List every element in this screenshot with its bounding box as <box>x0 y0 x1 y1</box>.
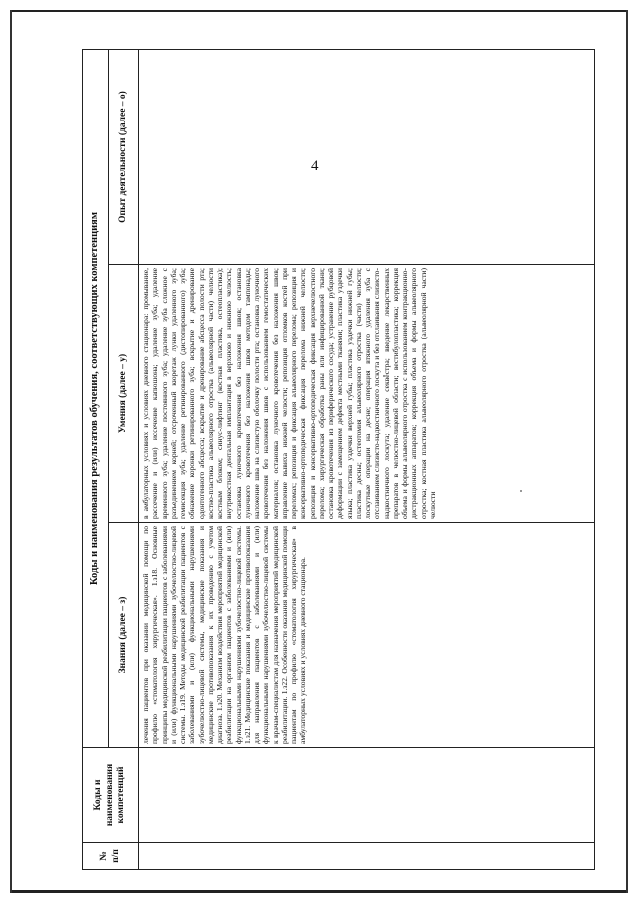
scan-border-right <box>626 10 628 893</box>
scan-border-left <box>10 10 12 893</box>
cell-codes <box>139 748 595 843</box>
cell-knowledge: лечения пациентов при оказании медицинской помощи по профилю «стоматология хирургическая». 1.з18. Основные принципы медицинской реабилитации пациентов с заболеваниями и (или) функциональными нарушениями зубочелюстно-лицевой системы. 1.з19. Методы медицинской реабилитации пациентов с заболеваниями и (или) функциональными нарушениями зубочелюстно-лицевой системы, медицинские показания и медицинские противопоказания к их проведению с учетом диагноза. 1.з20. Механизм воздействия мероприятий медицинской реабилитации на организм пациентов с заболеваниями и (или) функциональными нарушениями зубочелюстно-лицевой системы. 1.з21. Медицинские показания и медицинские противопоказания для направления пациентов с заболеваниями и (или) функциональными нарушениями зубочелюстно-лицевой системы к врачам-специалистам для назначения мероприятий медицинской реабилитации. 1.з22. Особенности оказания медицинской помощи пациентам по профилю «стоматология хирургическая» в амбулаторных условиях и условиях дневного стационара. <box>139 523 595 748</box>
rotated-table-container <box>82 50 595 870</box>
cell-skills: в амбулаторных условиях и условиях дневного стационара: промывание, рассечение и (или) иссечение капюшона; удаление зуба; удаление временного зуба; удаление постоянного зуба; удаление зуба сложное с разъединением корней; отсроченный кюретаж лунки удаленного зуба; гемисекция зуба; удаление ретинированного (дистопированного) зуба; обнажение коронки ретинированного зуба; вскрытие и дренирование одонтогенного абсцесса; вскрытие и дренирование абсцесса полости рта; костно-пластика альвеолярного отростка (альвеолярной части) челюсти костным блоком; синус-лифтинг (костная пластика, остеопластика); внутрикостная дентальная имплантация в верхнюю и нижнюю челюсть; остановка луночного кровотечения без наложения швов; остановка луночного кровотечения без наложения швов методом тампонады; наложение шва на слизистую оболочку полости рта; остановка луночного кровотечения без наложения швов с использованием гемостатических материалов; остановка луночного кровотечения без наложения швов; вправление вывиха нижней челюсти; репозиция отломков костей при переломах; репозиция и фиксация альвеолярного перелома; репозиция и консервативно-ортопедическая фиксация перелома нижней челюсти; репозиция и консервативно-ортопедическая фиксация верхнечелюстного перелома; хирургическая обработка раны или инфицированной ткани; остановка кровотечения из периферического сосуда; устранение рубцовой деформации с замещением дефекта местными тканями; пластика уздечки языка; пластика уздечки верхней губы; пластика уздечки нижней губы; пластика десны; остеотомия альвеолярного отростка (части) челюсти; лоскутные операции на десне; операция втяжного удаления зуба с отслаиванием слизисто-надкостничного лоскута и без отслаивания слизисто-надкостничного лоскута; удаление секвестра; введение лекарственных препаратов в челюстно-лицевой области; вестибулопластика; коррекция объема и формы альвеолярного отростка с использованием контракционно-дистракционных аппаратов; коррекция объема и формы альвеолярного отростка; костная пластика альвеолярного отростка (альвеолярной части) челюсти <box>139 265 595 523</box>
cell-number <box>139 843 595 870</box>
scan-border-bottom <box>12 890 628 893</box>
header-experience: Опыт деятельности (далее – о) <box>109 50 139 265</box>
header-number: № п/п <box>83 843 139 870</box>
header-learning-outcomes: Коды и наименования результатов обучения, соответствующих компетенциям <box>83 50 109 748</box>
header-skills: Умения (далее – у) <box>109 265 139 523</box>
scan-border-top <box>12 10 628 12</box>
page-number: 4 <box>311 158 319 174</box>
competencies-table <box>82 49 595 870</box>
header-knowledge: Знания (далее – з) <box>109 523 139 748</box>
header-codes: Коды и наименования компетенций <box>83 748 139 843</box>
cell-experience <box>139 50 595 265</box>
